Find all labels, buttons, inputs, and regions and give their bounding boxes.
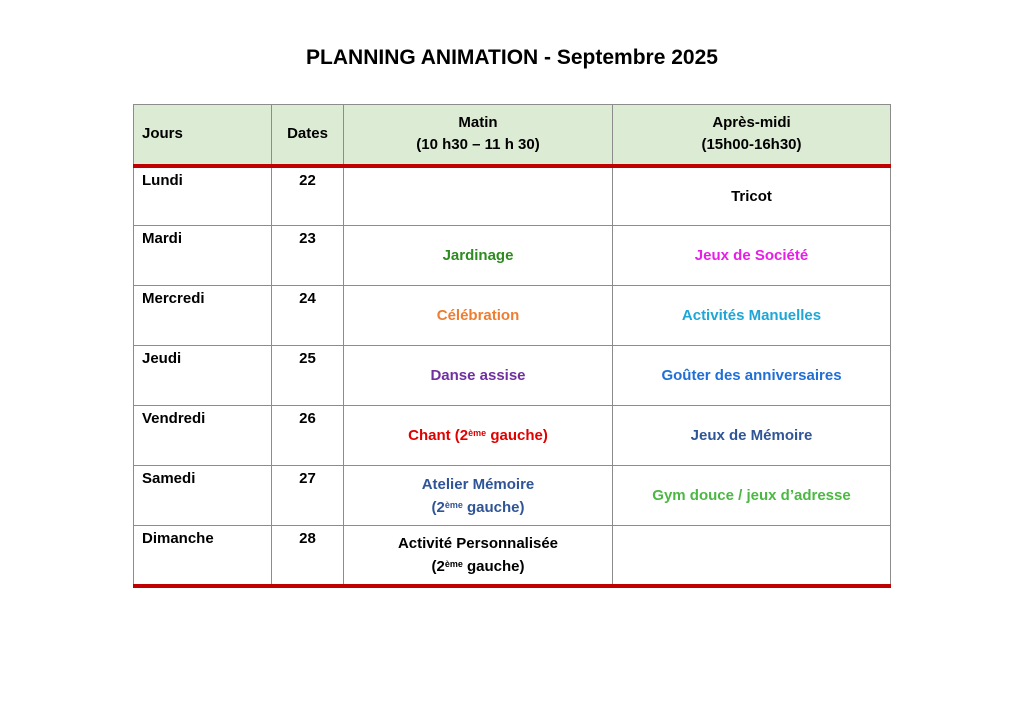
date-cell: 24: [272, 286, 344, 346]
matin-activity: [344, 526, 613, 586]
apres-midi-activity: [613, 466, 891, 526]
day-cell: Mercredi: [134, 286, 272, 346]
planning-table: [133, 104, 891, 588]
date-cell: 27: [272, 466, 344, 526]
apres-midi-activity: [613, 406, 891, 466]
date-cell: 26: [272, 406, 344, 466]
apres-midi-activity: [613, 346, 891, 406]
activity-text: Jeux de Société: [694, 247, 809, 264]
activity-text: Goûter des anniversaires: [661, 367, 842, 384]
activity-text: Chant (2ème gauche): [408, 427, 548, 444]
header-apres-midi-label: Après-midi: [712, 114, 791, 132]
activity-text: Atelier Mémoire: [421, 475, 535, 493]
activity-text: Jeux de Mémoire: [690, 427, 813, 444]
date-cell: 25: [272, 346, 344, 406]
day-cell: Dimanche: [134, 526, 272, 586]
table-row: [134, 286, 891, 346]
day-cell: Mardi: [134, 226, 272, 286]
day-cell: Lundi: [134, 166, 272, 226]
apres-midi-activity: [613, 526, 891, 586]
header-row: [134, 105, 891, 166]
apres-midi-activity: [613, 166, 891, 226]
apres-midi-activity: [613, 286, 891, 346]
activity-subtext: (2ème gauche): [431, 557, 525, 575]
page-title: PLANNING ANIMATION - Septembre 2025: [306, 46, 718, 69]
date-cell: 22: [272, 166, 344, 226]
activity-text: Danse assise: [430, 367, 526, 384]
matin-activity: [344, 286, 613, 346]
table-row: [134, 226, 891, 286]
day-cell: Jeudi: [134, 346, 272, 406]
header-dates: Dates: [272, 105, 344, 166]
matin-activity: [344, 226, 613, 286]
table-row: [134, 466, 891, 526]
table-row: [134, 526, 891, 586]
date-cell: 23: [272, 226, 344, 286]
day-cell: Vendredi: [134, 406, 272, 466]
header-matin-label: Matin: [458, 114, 498, 132]
activity-text: Activités Manuelles: [681, 307, 822, 324]
header-apres-midi: [613, 105, 891, 166]
header-matin-hours: (10 h30 – 11 h 30): [416, 136, 540, 154]
matin-activity: [344, 466, 613, 526]
activity-text: Tricot: [731, 187, 772, 205]
activity-text: Gym douce / jeux d’adresse: [652, 487, 851, 504]
activity-text: Célébration: [436, 307, 520, 324]
activity-subtext: (2ème gauche): [431, 498, 525, 516]
matin-activity: [344, 346, 613, 406]
table-row: [134, 346, 891, 406]
activity-text: Activité Personnalisée: [397, 534, 559, 552]
table-row: [134, 406, 891, 466]
matin-activity: [344, 406, 613, 466]
header-jours: Jours: [134, 105, 272, 166]
day-cell: Samedi: [134, 466, 272, 526]
activity-text: Jardinage: [442, 247, 514, 264]
matin-activity: [344, 166, 613, 226]
apres-midi-activity: [613, 226, 891, 286]
date-cell: 28: [272, 526, 344, 586]
header-matin: [344, 105, 613, 166]
header-apres-midi-hours: (15h00-16h30): [701, 136, 802, 154]
table-row: [134, 166, 891, 226]
